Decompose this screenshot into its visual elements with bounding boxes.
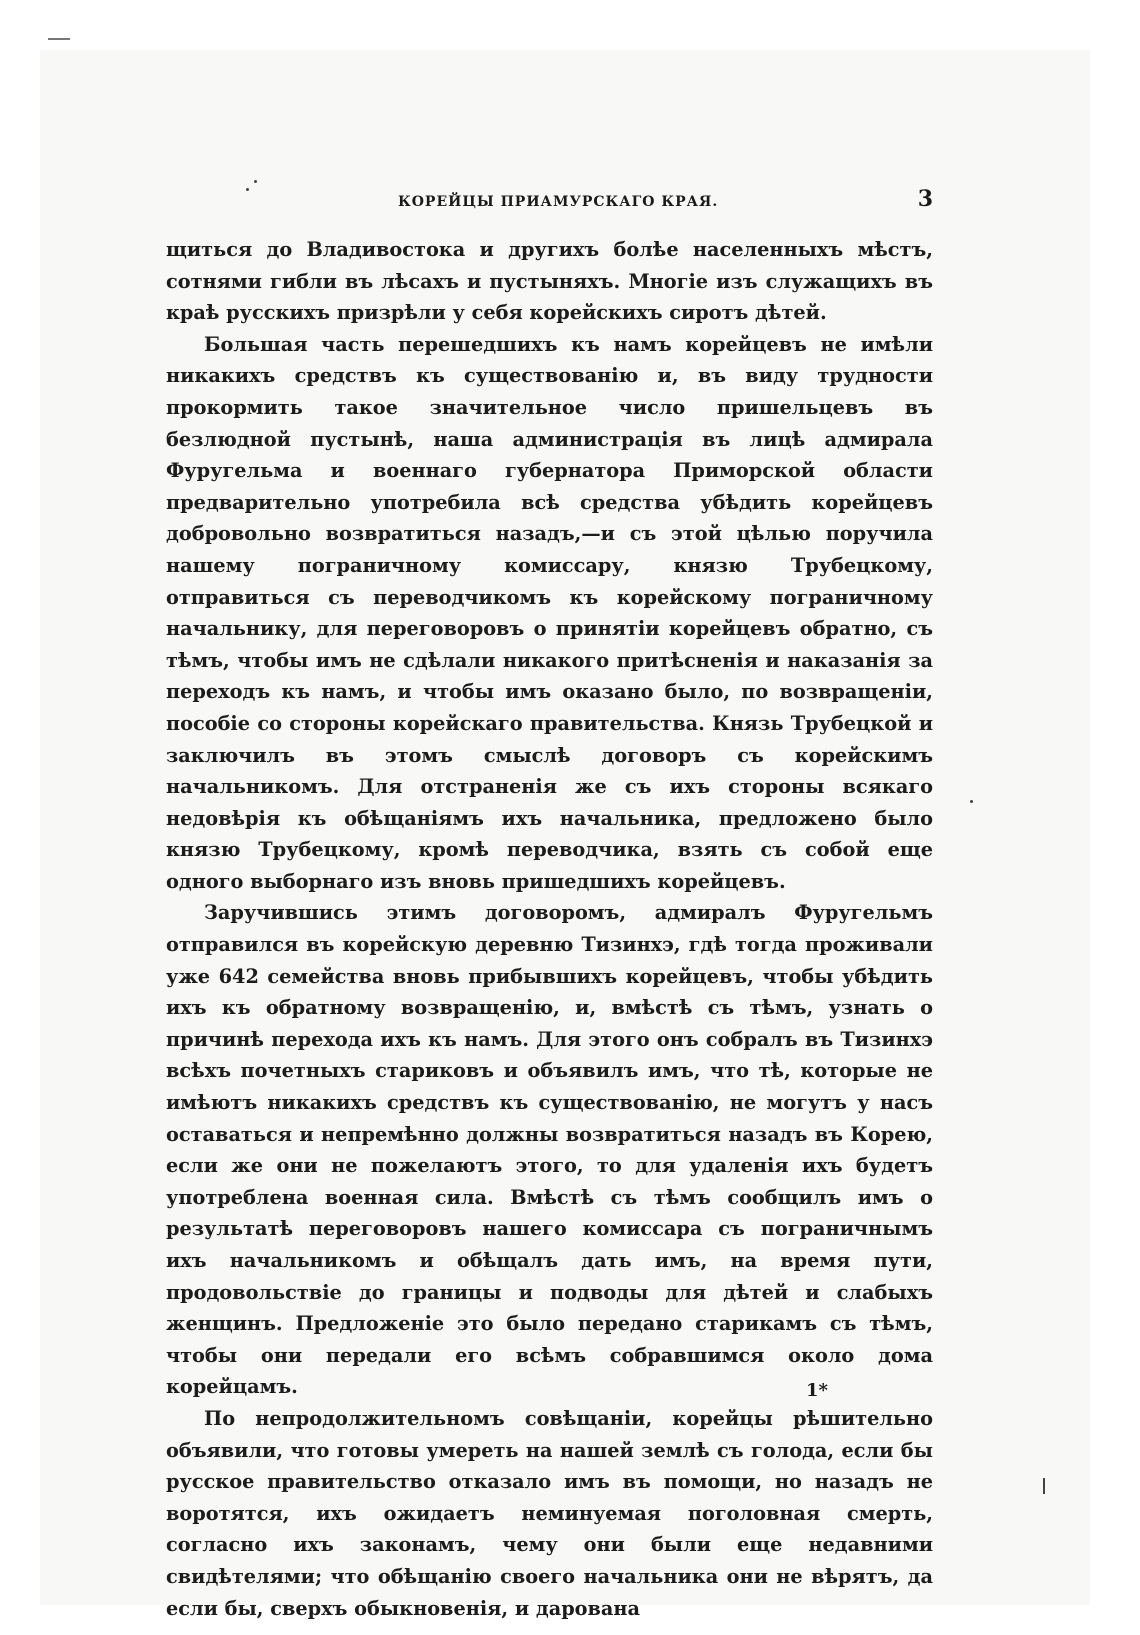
running-title: КОРЕЙЦЫ ПРИАМУРСКАГО КРАЯ. [398, 194, 719, 210]
page-number: 3 [917, 186, 933, 212]
scan-artifact-dot [970, 800, 973, 803]
paragraph: По непродолжительномъ совѣщаніи, корейцы рѣшительно объявили, что готовы умереть на нашей землѣ съ голода, если бы русское правительство отказало имъ въ помощи, но назадъ не воротятся, ихъ ожидаетъ неминуемая поголовная смерть, согласно ихъ законамъ, чему они были еще недавними свидѣтелями; что обѣщанію своего начальника они не вѣрятъ, да если бы, сверхъ обыкновенія, и дарована [166, 1406, 933, 1620]
scan-artifact-dot [254, 180, 257, 183]
paragraph-continuation: щиться до Владивостока и другихъ болѣе населенныхъ мѣстъ, сотнями гибли въ лѣсахъ и пустыняхъ. Многіе изъ служащихъ въ краѣ русскихъ призрѣли у себя корейскихъ сиротъ дѣтей. [166, 238, 933, 325]
scan-artifact-line [1043, 1478, 1045, 1494]
running-head [166, 186, 933, 226]
paragraph: Большая часть перешедшихъ къ намъ корейцевъ не имѣли никакихъ средствъ къ существованію и, въ виду трудности прокормить такое значительное число пришельцевъ въ безлюдной пустынѣ, наша администрація въ лицѣ адмирала Фуругельма и военнаго губернатора Приморской области предварительно употребила всѣ средства убѣдить корейцевъ добровольно возвратиться назадъ,—и съ этой цѣлью поручила нашему пограничному комиссару, князю Трубецкому, отправиться съ переводчикомъ къ корейскому пограничному начальнику, для переговоровъ о принятіи корейцевъ обратно, съ тѣмъ, чтобы имъ не сдѣлали никакого притѣсненія и наказанія за переходъ къ намъ, и чтобы имъ оказано было, по возвращеніи, пособіе со стороны корейскаго правительства. Князь Трубецкой и заключилъ въ этомъ смыслѣ договоръ съ корейскимъ начальникомъ. Для отстраненія же съ ихъ стороны всякаго недовѣрія къ обѣщаніямъ ихъ начальника, предложено было князю Трубецкому, кромѣ переводчика, взять съ собой еще одного выборнаго изъ вновь пришедшихъ корейцевъ. [166, 332, 933, 893]
scan-artifact-line [48, 38, 70, 40]
page-column [166, 186, 933, 1624]
paragraph: Заручившись этимъ договоромъ, адмиралъ Фуругельмъ отправился въ корейскую деревню Тизинхэ, гдѣ тогда проживали уже 642 семейства вновь прибывшихъ корейцевъ, чтобы убѣдить ихъ къ обратному возвращенію, и, вмѣстѣ съ тѣмъ, узнать о причинѣ перехода ихъ къ намъ. Для этого онъ собралъ въ Тизинхэ всѣхъ почетныхъ стариковъ и объявилъ имъ, что тѣ, которые не имѣютъ никакихъ средствъ къ существованію, не могутъ у насъ оставаться и непремѣнно должны возвратиться назадъ въ Корею, если же они не пожелаютъ этого, то для удаленія ихъ будетъ употреблена военная сила. Вмѣстѣ съ тѣмъ сообщилъ имъ о результатѣ переговоровъ нашего комиссара съ пограничнымъ ихъ начальникомъ и обѣщалъ дать имъ, на время пути, продовольствіе до границы и подводы для дѣтей и слабыхъ женщинъ. Предложеніе это было передано старикамъ съ тѣмъ, чтобы они передали его всѣмъ собравшимся около дома корейцамъ. [166, 901, 933, 1399]
signature-mark: 1* [806, 1380, 828, 1401]
